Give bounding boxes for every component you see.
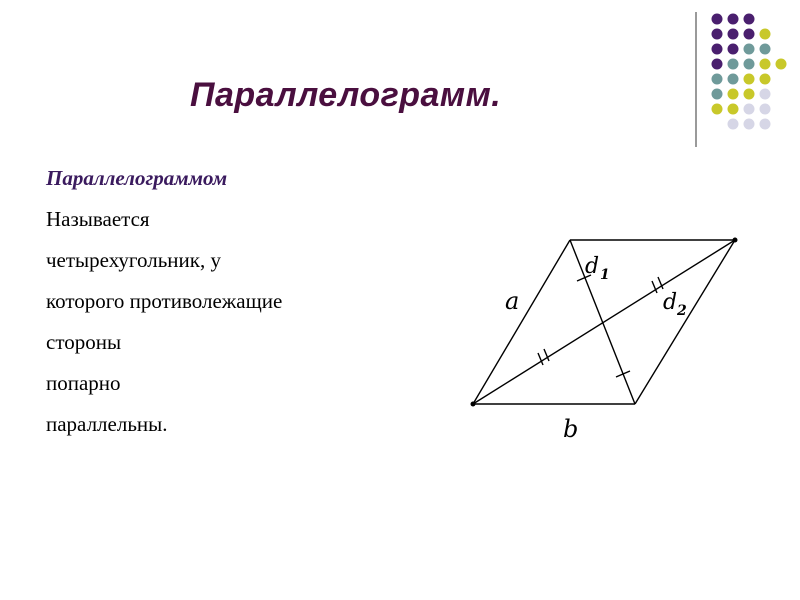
definition-line-5: попарно [46, 371, 121, 395]
label-d1: d [585, 254, 600, 279]
label-d2-sub: 2 [677, 303, 687, 319]
slide-title: Параллелограмм. [190, 76, 502, 114]
label-a: a [505, 287, 520, 315]
label-d1-sub: 1 [600, 267, 610, 283]
diagonal-d2 [473, 240, 735, 404]
label-b: b [563, 415, 579, 443]
decorative-dot-grid [0, 0, 800, 150]
definition-line-2: четырехугольник, у [46, 248, 221, 272]
vertical-divider [695, 12, 697, 147]
definition-line-6: параллельны. [46, 412, 168, 436]
diagonal-d1 [570, 240, 635, 404]
label-d2: d [663, 290, 678, 315]
parallelogram-figure [455, 225, 755, 450]
side-right [635, 240, 735, 404]
side-a [473, 240, 570, 404]
definition-line-3: которого противолежащие [46, 289, 283, 313]
definition-term: Параллелограммом [46, 166, 228, 190]
definition-line-4: стороны [46, 330, 122, 354]
definition-line-1: Называется [46, 207, 150, 231]
definition-text [46, 158, 282, 445]
